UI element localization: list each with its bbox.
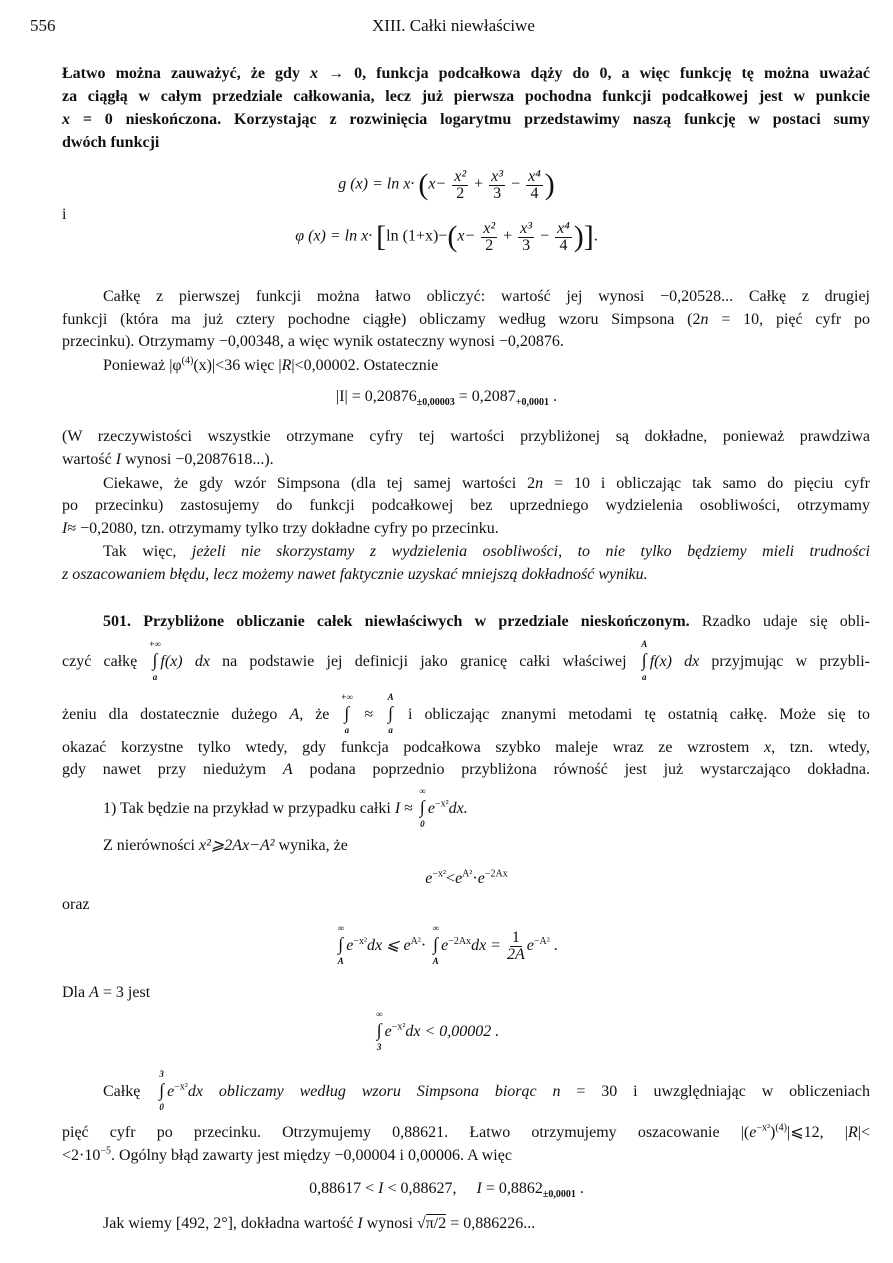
fraction: [555, 221, 572, 254]
paren: (: [447, 220, 458, 253]
text: .: [575, 1180, 584, 1197]
dla-line: [62, 983, 870, 1003]
fraction: [518, 221, 534, 254]
math: x²⩾2Ax−A²: [198, 837, 275, 854]
math: e: [346, 937, 354, 955]
text: wynosi −0,2087618...).: [121, 451, 274, 468]
text: |<0,00002. Ostatecznie: [291, 357, 439, 374]
text: okazać korzystne tylko wtedy, gdy funkcja podcałkowa szybko maleje wraz ze wzrostem: [62, 739, 764, 756]
op: −: [540, 227, 550, 245]
integral-sign: ∫: [159, 1080, 165, 1100]
f-term: x−: [457, 227, 476, 245]
bound-formula: [0, 923, 893, 967]
sup: −x²: [434, 798, 449, 810]
sub: +0,0001: [515, 397, 549, 409]
sqrt-sign: √: [416, 1215, 426, 1232]
den: 3: [493, 184, 502, 202]
text: |⩽12, |: [787, 1124, 848, 1141]
lower-limit: A: [337, 956, 344, 967]
sup: −x²: [432, 868, 447, 880]
sup: (4): [775, 1122, 788, 1134]
text: = 10, pięć cyfr po: [708, 311, 870, 328]
lower-limit: a: [388, 725, 393, 735]
text: → 0, funkcja podcałkowa dąży do 0, a więc funkcję tę można uważać: [318, 65, 870, 82]
text: 0,88617 <: [309, 1180, 379, 1197]
upper-limit: +∞: [149, 639, 161, 649]
text: żeniu dla dostatecznie dużego: [62, 706, 290, 723]
text: ≈: [352, 706, 386, 723]
text: ): [770, 1124, 776, 1141]
text: |I| = 0,20876: [336, 388, 417, 405]
inequality: [20, 870, 893, 888]
upper-limit: ∞: [419, 786, 426, 796]
sup: −x²: [174, 1081, 188, 1093]
den: 4: [530, 184, 539, 202]
math: I: [115, 451, 122, 468]
integral: [375, 1009, 383, 1052]
p2-line1: Całkę z pierwszej funkcji można łatwo obliczyć: wartość jej wynosi −0,20528... Całkę z drugiej: [103, 288, 870, 305]
math: I: [357, 1215, 363, 1232]
text: = 0,2087: [454, 388, 516, 405]
text: 1) Tak będzie na przykład w przypadku całki: [103, 800, 395, 817]
sup: (4): [181, 355, 194, 367]
sub: ±0,0001: [542, 1189, 576, 1201]
p5-line2: [62, 565, 870, 585]
text: = 10 i obliczając tak samo do pięciu cyfr: [543, 475, 871, 492]
text: = 30 i uwzględniając w obliczeniach: [560, 1083, 870, 1100]
text: wynika, że: [274, 837, 348, 854]
math: A: [289, 706, 300, 723]
math: e: [477, 870, 485, 887]
integral-sign: ∫: [344, 703, 350, 723]
math: A: [282, 761, 293, 778]
sup: −A²: [533, 935, 550, 947]
text: gdy nawet przy niedużym: [62, 761, 283, 778]
sup: −2Ax: [448, 935, 472, 947]
text: na podstawie jej definicji jako granicę całki właściwej: [209, 653, 639, 670]
integral-sign: ∫: [388, 703, 394, 723]
op: <: [446, 870, 456, 887]
integral-sign: ∫: [152, 650, 158, 670]
sup: −5: [100, 1145, 111, 1157]
text: = 0,8862: [481, 1180, 543, 1197]
paren: ): [573, 220, 584, 253]
math: I: [378, 1180, 384, 1197]
p4-line2: po przecinku) zastosujemy do funkcji podcałkowej bez uprzedniego wydzielenia osobliwości, otrzymamy: [62, 497, 870, 514]
text: Łatwo można zauważyć, że gdy: [62, 65, 310, 82]
text: .: [549, 388, 557, 405]
math: I: [62, 520, 68, 537]
sup: −x²: [391, 1021, 406, 1033]
lower-limit: 3: [376, 1042, 382, 1052]
chapter-title: XIII. Całki niewłaściwe: [372, 16, 535, 35]
math: n: [552, 1083, 561, 1100]
lower-limit: a: [641, 672, 647, 682]
sup: −2Ax: [484, 868, 508, 880]
integral-sign: ∫: [338, 934, 344, 955]
p5-line1: [103, 542, 870, 562]
integral-sign: ∫: [376, 1020, 382, 1040]
f-lhs: φ (x) = ln x·: [295, 227, 373, 245]
op: −: [511, 175, 521, 193]
lower-limit: a: [344, 725, 350, 735]
emphasis: z oszacowaniem błędu, lecz możemy nawet faktycznie uzyskać mniejszą dokładność wyniku.: [62, 566, 648, 583]
fraction: [507, 930, 525, 963]
p4-line1: [103, 474, 870, 494]
math: n: [535, 475, 544, 492]
integral: [641, 639, 648, 682]
end: .: [549, 937, 558, 955]
s501-line4: [62, 738, 870, 758]
text: funkcji (która ma już cztery pochodne ciągłe) obliczamy według wzoru Simpsona (2: [62, 311, 701, 328]
s501-line3: [62, 692, 871, 735]
text: Z nierówności: [103, 837, 199, 854]
text: = 0,886226...: [446, 1215, 536, 1232]
integral: [159, 1069, 165, 1112]
num: x⁴: [557, 219, 570, 237]
p2-line2: [62, 310, 870, 330]
example1-line5: [62, 1146, 870, 1166]
math: n: [700, 311, 709, 328]
p2-line4: [103, 356, 870, 376]
integral-sign: ∫: [641, 650, 647, 670]
sup: A²: [410, 935, 421, 947]
sqrt-arg: π/2: [425, 1215, 447, 1232]
example1-line2: [103, 836, 870, 856]
math: x: [310, 65, 318, 82]
math: e: [425, 870, 433, 887]
s501-line5: [62, 760, 870, 780]
oraz: oraz: [62, 896, 90, 913]
f-ln: ln (1+x)−: [386, 227, 448, 245]
lower-limit: 0: [159, 1102, 164, 1112]
text: Jak wiemy [492, 2°], dokładna wartość: [103, 1215, 358, 1232]
text: czyć całkę: [62, 653, 150, 670]
math: dx ⩽: [366, 937, 404, 955]
conjunction-i: i: [62, 206, 67, 223]
paren: (: [418, 168, 429, 201]
text: Całkę: [103, 1083, 157, 1100]
math: R: [281, 357, 292, 374]
sup: −x²: [353, 935, 367, 947]
math: dx.: [448, 800, 468, 817]
upper-limit: A: [387, 692, 394, 702]
text: Ciekawe, że gdy wzór Simpsona (dla tej samej wartości 2: [103, 475, 536, 492]
math: e: [455, 870, 463, 887]
integral: [432, 923, 439, 967]
example1-line4: [62, 1123, 870, 1143]
den: 3: [522, 236, 531, 254]
fraction: [489, 169, 505, 202]
math: x: [764, 739, 772, 756]
math: e: [749, 1124, 757, 1141]
math: I: [476, 1180, 482, 1197]
text: wartość: [62, 451, 116, 468]
lower-limit: a: [152, 672, 158, 682]
end: .: [593, 227, 598, 245]
lower-limit: 0: [420, 819, 425, 829]
den: 4: [559, 236, 568, 254]
den: 2: [456, 184, 465, 202]
upper-limit: ∞: [375, 1009, 383, 1019]
p1-line3: [62, 110, 870, 130]
p3-line1: (W rzeczywistości wszystkie otrzymane cyfry tej wartości przybliżonej są dokładne, ponieważ prawdziwa: [62, 428, 870, 445]
text: <2·10: [62, 1147, 101, 1164]
text: , że: [299, 706, 342, 723]
p1-line4: dwóch funkcji: [62, 134, 160, 151]
formula-g: [0, 168, 893, 202]
p1-line2: za ciągłą w całym przedziale całkowania, lecz już pierwsza pochodna funkcji podcałkowej jest w punkcie: [62, 88, 870, 105]
emphasis: jeżeli nie skorzystamy z wydzielenia osobliwości, to nie tylko będziemy mieli trudności: [191, 543, 870, 560]
p4-line3: [62, 519, 870, 539]
text: = 0 nieskończona. Korzystając z rozwinięcia logarytmu przedstawimy naszą funkcję w postaci sumy: [70, 111, 870, 128]
lower-limit: A: [432, 956, 439, 967]
upper-limit: +∞: [341, 692, 353, 702]
math: e: [526, 937, 534, 955]
bracket: [: [376, 220, 387, 253]
den: 2: [485, 236, 494, 254]
formula-abs-I: [0, 388, 893, 409]
num: 1: [511, 929, 520, 946]
text: Dla: [62, 984, 90, 1001]
math: e: [167, 1083, 175, 1100]
upper-limit: 3: [159, 1069, 164, 1079]
op: ·: [472, 870, 478, 887]
p1-line1: [62, 64, 870, 84]
sup: −x²: [756, 1122, 771, 1134]
f-lhs: g (x) = ln x·: [338, 175, 415, 193]
p2-line3: przecinku). Otrzymamy −0,00348, a więc wynik ostateczny wynosi −0,20876.: [62, 333, 564, 350]
math: x: [62, 111, 70, 128]
fraction: [526, 169, 543, 202]
text: podana poprzednio przybliżona równość jest już wystarczająco dokładna.: [292, 761, 871, 778]
integral-sign: ∫: [419, 797, 425, 817]
op: +: [474, 175, 484, 193]
math: e: [403, 937, 411, 955]
upper-limit: ∞: [432, 923, 439, 934]
text: |<: [857, 1124, 871, 1141]
text: ≈ −0,2080, tzn. otrzymamy tylko trzy dokładne cyfry po przecinku.: [67, 520, 499, 537]
text: (x)|<36 więc |: [193, 357, 282, 374]
op: ·: [420, 937, 427, 955]
math: R: [848, 1124, 858, 1141]
text: wynosi: [362, 1215, 417, 1232]
formula-phi: [0, 220, 893, 254]
math: e: [384, 1023, 392, 1040]
text: ≈: [400, 800, 417, 817]
text: < 0,88627,: [383, 1180, 477, 1197]
upper-limit: ∞: [337, 923, 344, 934]
p3-line2: [62, 450, 870, 470]
bracket: ]: [583, 220, 594, 253]
sub: ±0,00003: [416, 397, 455, 409]
integral-sign: ∫: [433, 934, 439, 955]
section-title: Przybliżone obliczanie całek niewłaściwych w przedziale nieskończonym.: [131, 613, 690, 630]
text: Tak więc,: [103, 543, 192, 560]
math: f(x) dx: [649, 653, 700, 670]
f-term: x−: [428, 175, 447, 193]
math: A: [89, 984, 99, 1001]
num: x³: [491, 167, 504, 185]
integral: [337, 923, 344, 967]
fraction: [481, 221, 497, 254]
integral: [387, 692, 394, 735]
example1-line1: [103, 786, 870, 829]
den: 2A: [506, 946, 525, 963]
num: x²: [454, 167, 467, 185]
math: f(x) dx: [160, 653, 210, 670]
op: +: [503, 227, 513, 245]
example1-line3: [103, 1069, 870, 1112]
math: e: [441, 937, 449, 955]
math: dx < 0,00002 .: [405, 1023, 500, 1040]
text: Rzadko udaje się obli-: [689, 613, 871, 630]
text: . Ogólny błąd zawarty jest między −0,00004 i 0,00006. A więc: [111, 1147, 512, 1164]
num: x⁴: [528, 167, 541, 185]
section-number: 501.: [103, 613, 131, 630]
s501-line2: [62, 639, 870, 682]
result-formula: [0, 1180, 893, 1201]
math: e: [427, 800, 435, 817]
fraction: [452, 169, 468, 202]
paren: ): [544, 168, 555, 201]
text: i obliczając znanymi metodami tę ostatnią całkę. Może się to: [396, 706, 871, 723]
text: , tzn. wtedy,: [771, 739, 870, 756]
tail-formula: [0, 1009, 883, 1052]
text: przyjmując w przybli-: [699, 653, 870, 670]
sup: A²: [462, 868, 473, 880]
text: pięć cyfr po przecinku. Otrzymujemy 0,88621. Łatwo otrzymujemy oszacowanie |(: [62, 1124, 750, 1141]
num: x³: [520, 219, 533, 237]
math: dx obliczamy według wzoru Simpsona biorąc: [187, 1083, 553, 1100]
integral: [149, 639, 161, 682]
page-number: 556: [30, 16, 56, 35]
num: x²: [483, 219, 496, 237]
upper-limit: A: [641, 639, 648, 649]
text: = 3 jest: [98, 984, 151, 1001]
integral: [341, 692, 353, 735]
math: dx =: [471, 937, 505, 955]
example1-line6: [103, 1214, 870, 1234]
section-501-heading: [103, 612, 870, 632]
integral: [419, 786, 426, 829]
math: I: [394, 800, 401, 817]
text: Ponieważ |φ: [103, 357, 182, 374]
